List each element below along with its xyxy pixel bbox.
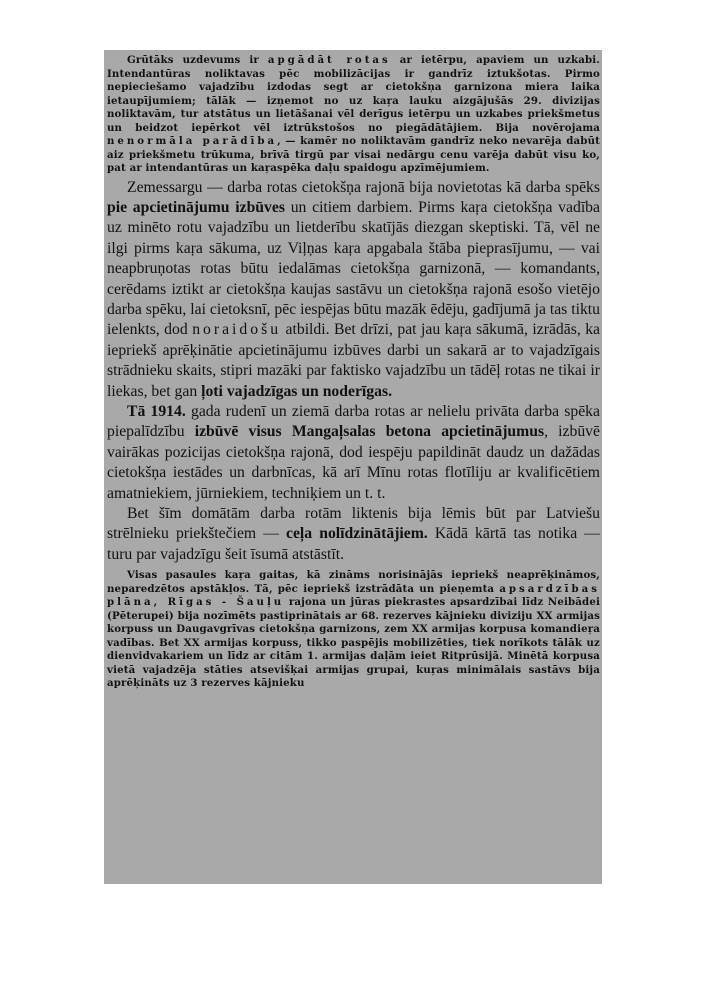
- paragraph-supply: [107, 54, 600, 176]
- bold-emphasis: izbūvē visus Mangaļsalas betona apcietinājumus: [194, 423, 545, 441]
- bold-emphasis: ceļa nolīdzinātājiem.: [286, 525, 428, 543]
- paragraph-1914: [107, 402, 600, 504]
- spaced-emphasis: noraidošu: [192, 321, 282, 339]
- text-run: Zemessargu — darba rotas cietokšņa rajonā bija novietotas kā darba spēks: [127, 178, 600, 196]
- text-run: , — kamēr no noliktavām gandrīz neko nevarēja dabūt aiz priekšmetu trūkuma, brīvā tirgū par visai nedārgu cenu varēja dabūt visu ko, pat ar intendantūras un kaŗaspēka daļu spaidogu apzīmējumiem.: [107, 135, 600, 174]
- paragraph-war-course: [107, 569, 600, 691]
- text-run: Visas pasaules kaŗa gaitas, kā zināms norisinājās iepriekš neaprēķināmos, neparedzētos apstākļos. Tā, pēc iepriekš izstrādāta un pieņemta: [107, 569, 600, 595]
- scanned-page: [104, 50, 602, 884]
- text-run: atbildi. Bet drīzi, pat jau kaŗa sākumā, izrādās, ka iepriekš aprēķinātie apcietinājumu izbūves darbi un sakarā ar to vajadzīgais strādnieku skaits, stipri mazāki par faktisko vajadzību un tādēļ rotas ne tikai ir liekas, bet gan: [107, 321, 601, 400]
- text-run: gada rudenī un ziemā darba rotas ar nelielu privāta darba spēka piepalīdzību: [107, 402, 600, 441]
- bold-emphasis: ļoti vajadzīgas un noderīgas.: [201, 382, 392, 400]
- text-run: Grūtāks uzdevums ir: [127, 54, 268, 66]
- bold-emphasis: Tā 1914.: [127, 402, 186, 420]
- paragraph-work-companies: [107, 178, 600, 402]
- text-run: Kādā kārtā tas notika — turu par vajadzīgu šeit īsumā atstāstīt.: [107, 525, 600, 563]
- text-run: , izbūvē vairākas pozicijas cietokšņa rajonā, dod iespēju papildināt daudz un dažādas cietokšņa iestādes un darbnīcas, kā arī Mīnu rotas flotīliju ar kvalificētiem amatniekiem, jūrniekiem, techniķiem un t. t.: [107, 423, 600, 502]
- spaced-emphasis: apgādāt rotas: [267, 54, 391, 66]
- text-run: ar ietērpu, apaviem un uzkabi. Intendantūras noliktavas pēc mobilizācijas ir gandrīz iztukšotas. Pirmo nepieciešamo vajadzību izdodas segt ar cietokšņa garnizona miera laika ietaupījumiem; tālāk — izņemot no uz kaŗa lauku aizgājušās 29. divizijas noliktavām, tur atstātus un lietāšanai vēl derīgus ietērpu un uzkabes priekšmetus un beidzot iepērkot vēl iztrūkstošos no piegādātājiem. Bija novērojama: [107, 54, 600, 134]
- bold-emphasis: pie apcietinājumu izbūves: [107, 198, 285, 216]
- text-run: Bet šīm domātām darba rotām liktenis bija lēmis būt par Latviešu strēlnieku priekštečiem —: [107, 505, 600, 543]
- text-run: rajona un jūras piekrastes apsardzībai līdz Neibādei (Pēterupei) bija nozīmēts pastiprinātais ar 68. rezerves kājnieku diviziju XX armijas korpuss un Daugavgrīvas cietokšņa garnizons, zem XX armijas korpusa komandieŗa vadības. Bet XX armijas korpuss, tikko paspējis mobilizēties, tiek norīkots tālāk uz dienvidvakariem un līdz ar citām 1. armijas daļām ieiet Ritprūsijā. Minētā korpusa vietā vajadzēja stāties atsevišķai armijas grupai, kuŗas minimālais sastāvs bija aprēķināts uz 3 rezerves kājnieku: [107, 596, 600, 690]
- spaced-emphasis: apsardzības plāna, Rīgas - Šauļu: [107, 582, 600, 609]
- spaced-emphasis: nenormāla parādība: [107, 135, 278, 147]
- text-run: un citiem darbiem. Pirms kaŗa cietokšņa vadība uz minēto rotu vajadzību un lietderību skatījās diezgan skeptiski. Tā, vēl ne ilgi pirms kaŗa sākuma, uz Viļņas kaŗa apgabala štāba pieprasījumu, — vai neapbruņotas rotas būtu iedalāmas cietokšņa garnizonā, — komandants, cerēdams iztikt ar cietokšņa kaujas sastāvu un cietokšņa rajonā esošo vietējo darba spēku, lai cietoksnī, pēc iespējas būtu mazāk ēdēju, gadījumā ja tas tiktu ielenkts, dod: [107, 198, 600, 339]
- paragraph-riflemen: [107, 504, 600, 565]
